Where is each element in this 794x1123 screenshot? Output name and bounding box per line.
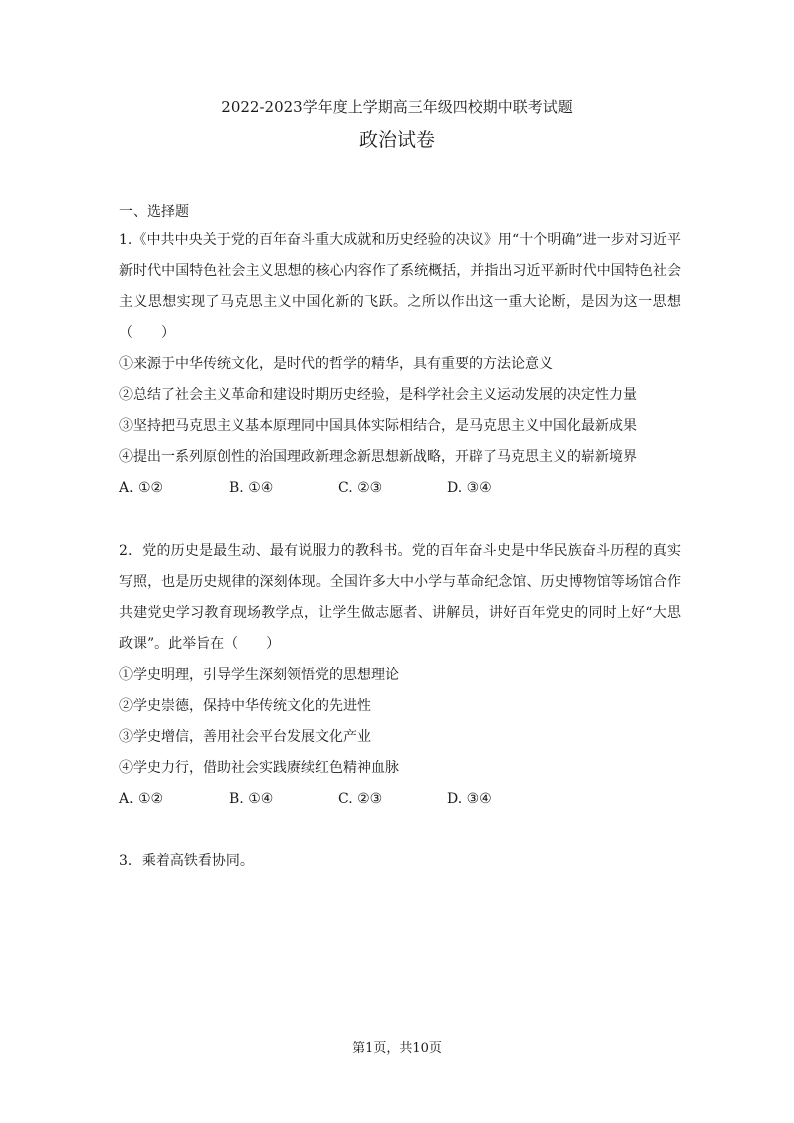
section-heading: 一、选择题 [119,204,189,220]
choice-a: A. ①② [119,791,164,807]
statement-option: ①来源于中华传统文化，是时代的哲学的精华，具有重要的方法论意义 [119,356,553,372]
page-number: 第1页，共10页 [352,1041,442,1056]
choice-c: C. ②③ [338,480,383,496]
question-3 [119,846,681,877]
question-1 [119,225,681,504]
statement-option: ④提出一系列原创性的治国理政新理念新思想新战略，开辟了马克思主义的崭新境界 [119,449,637,465]
question-stem: 1.《中共中央关于党的百年奋斗重大成就和历史经验的决议》用“十个明确”进一步对习近平新时代中国特色社会主义思想的核心内容作了系统概括，并指出习近平新时代中国特色社会主义思想实现了马克思主义中国化新的飞跃。之所以作出这一重大论断，是因为这一思想（ ） [119,232,681,341]
choice-d: D. ③④ [447,480,492,496]
choice-a: A. ①② [119,480,164,496]
exam-subtitle: 政治试卷 [358,129,435,151]
statement-option: ③学史增信，善用社会平台发展文化产业 [119,729,371,745]
statement-option: ④学史力行，借助社会实践赓续红色精神血脉 [119,760,399,776]
choice-b: B. ①④ [229,791,274,807]
choice-b: B. ①④ [229,480,274,496]
statement-option: ③坚持把马克思主义基本原理同中国具体实际相结合，是马克思主义中国化最新成果 [119,418,637,434]
exam-title: 2022-2023学年度上学期高三年级四校期中联考试题 [221,98,573,116]
statement-option: ②总结了社会主义革命和建设时期历史经验，是科学社会主义运动发展的决定性力量 [119,387,637,403]
choice-c: C. ②③ [338,791,383,807]
choice-d: D. ③④ [447,791,492,807]
question-stem: 3．乘着高铁看协同。 [119,853,254,869]
answer-choices [119,784,681,815]
question-2 [119,536,681,815]
question-stem: 2．党的历史是最生动、最有说服力的教科书。党的百年奋斗史是中华民族奋斗历程的真实写照，也是历史规律的深刻体现。全国许多大中小学与革命纪念馆、历史博物馆等场馆合作共建党史学习教育现场教学点，让学生做志愿者、讲解员，讲好百年党史的同时上好“大思政课”。此举旨在（ ） [119,543,681,652]
statement-option: ②学史崇德，保持中华传统文化的先进性 [119,698,371,714]
statement-option: ①学史明理，引导学生深刻领悟党的思想理论 [119,667,399,683]
answer-choices [119,473,681,504]
